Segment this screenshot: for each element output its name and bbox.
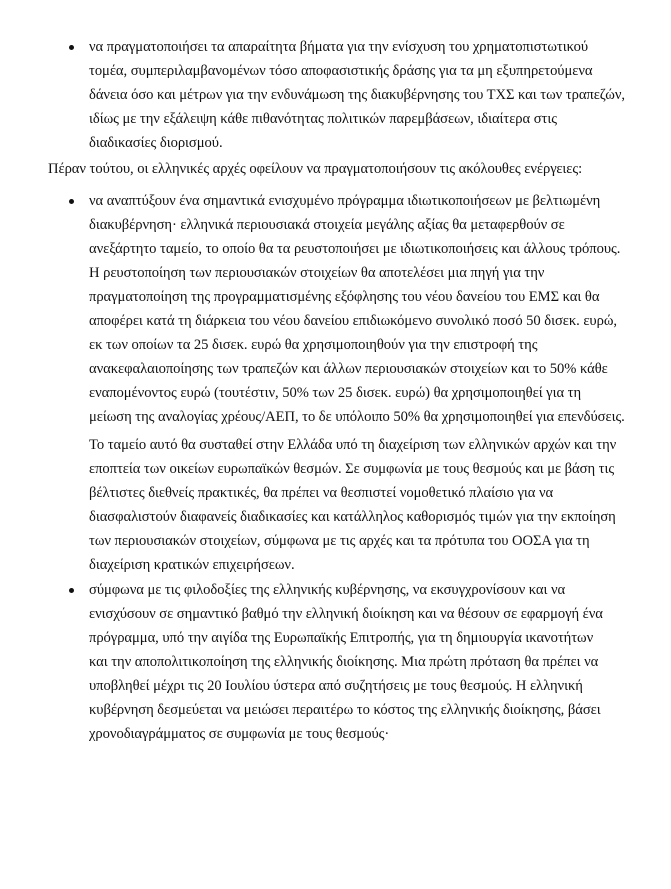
bullet-3-line-2: ενισχύσουν σε σημαντικό βαθμό την ελληνική διοίκηση και να θέσουν σε εφαρμογή ένα (89, 606, 603, 622)
bullet-2-line-10: μείωση της αναλογίας χρέους/ΑΕΠ, το δε υπόλοιπο 50% θα χρησιμοποιηθεί για επενδύσεις. (89, 409, 625, 425)
bullet-2-cont-line-6: διαχείριση κρατικών επιχειρήσεων. (89, 557, 295, 573)
bullet-2-cont-line-1: Το ταμείο αυτό θα συσταθεί στην Ελλάδα υπό τη διαχείριση των ελληνικών αρχών και την (89, 437, 617, 453)
bullet-3-line-3: πρόγραμμα, υπό την αιγίδα της Ευρωπαϊκής Επιτροπής, για τη δημιουργία ικανοτήτων (89, 630, 594, 646)
bullet-1-line-3: δάνεια όσο και μέτρων για την ενδυνάμωση της διακυβέρνησης του ΤΧΣ και των τραπεζών, (89, 87, 625, 103)
intro-paragraph: Πέραν τούτου, οι ελληνικές αρχές οφείλουν να πραγματοποιήσουν τις ακόλουθες ενέργειες: (48, 161, 583, 177)
bullet-3-line-4: και την αποπολιτικοποίηση της ελληνικής διοίκησης. Μια πρώτη πρόταση θα πρέπει να (89, 654, 599, 670)
bullet-2-cont-line-4: διασφαλιστούν διαφανείς διαδικασίες και κατάλληλος καθορισμός τιμών για την εκποίηση (89, 509, 616, 525)
bullet-2-cont-line-3: βέλτιστες διεθνείς πρακτικές, θα πρέπει να θεσπιστεί νομοθετικό πλαίσιο για να (89, 485, 554, 501)
bullet-2-line-9: εναπομένοντος ευρώ (τουτέστιν, 50% των 25 δισεκ. ευρώ) θα χρησιμοποιηθεί για τη (89, 385, 582, 401)
bullet-2-line-7: εκ των οποίων τα 25 δισεκ. ευρώ θα χρησιμοποιηθούν για την επιστροφή της (89, 337, 538, 353)
bullet-3-line-7: χρονοδιαγράμματος σε συμφωνία με τους θεσμούς· (89, 726, 390, 742)
bullet-3-line-6: κυβέρνηση δεσμεύεται να μειώσει περαιτέρω το κόστος της ελληνικής διοίκησης, βάσει (89, 702, 601, 718)
bullet-2-line-4: Η ρευστοποίηση των περιουσιακών στοιχείων θα αποτελέσει μια πηγή για την (89, 265, 545, 281)
bullet-1-line-1: να πραγματοποιήσει τα απαραίτητα βήματα για την ενίσχυση του χρηματοπιστωτικού (89, 39, 589, 55)
bullet-marker (69, 199, 74, 204)
bullet-2-line-5: πραγματοποίηση της προγραμματισμένης εξόφλησης του νέου δανείου του ΕΜΣ και θα (89, 289, 600, 305)
bullet-2-line-3: ανεξάρτητο ταμείο, το οποίο θα τα ρευστοποιήσει με ιδιωτικοποιήσεις και άλλους τρόπους. (89, 241, 621, 257)
bullet-marker (69, 588, 74, 593)
bullet-2-cont-line-5: των περιουσιακών στοιχείων, σύμφωνα με τις αρχές και τα πρότυπα του ΟΟΣΑ για τη (89, 533, 590, 549)
bullet-2-line-6: αποφέρει κατά τη διάρκεια του νέου δανείου επιδιωκόμενο συνολικό ποσό 50 δισεκ. ευρώ, (89, 313, 617, 329)
bullet-2-line-8: ανακεφαλαιοποίησης των τραπεζών και άλλων περιουσιακών στοιχείων και το 50% κάθε (89, 361, 608, 377)
bullet-1-line-4: ιδίως με την εξάλειψη κάθε πιθανότητας πολιτικών παρεμβάσεων, ιδιαίτερα στις (89, 111, 557, 127)
bullet-marker (69, 45, 74, 50)
bullet-1-line-5: διαδικασίες διορισμού. (89, 135, 223, 151)
bullet-3-line-1: σύμφωνα με τις φιλοδοξίες της ελληνικής κυβέρνησης, να εκσυγχρονίσουν και να (89, 582, 566, 598)
bullet-1-line-2: τομέα, συμπεριλαμβανομένων τόσο αποφασιστικής δράσης για τα μη εξυπηρετούμενα (89, 63, 593, 79)
bullet-3-line-5: υποβληθεί μέχρι τις 20 Ιουλίου ύστερα από συζητήσεις με τους θεσμούς. Η ελληνική (89, 678, 583, 694)
bullet-2-cont-line-2: εποπτεία των οικείων ευρωπαϊκών θεσμών. Σε συμφωνία με τους θεσμούς και με βάση τις (89, 461, 615, 477)
bullet-2-line-2: διακυβέρνηση· ελληνικά περιουσιακά στοιχεία μεγάλης αξίας θα μεταφερθούν σε (89, 217, 565, 233)
bullet-2-line-1: να αναπτύξουν ένα σημαντικά ενισχυμένο πρόγραμμα ιδιωτικοποιήσεων με βελτιωμένη (89, 193, 601, 209)
